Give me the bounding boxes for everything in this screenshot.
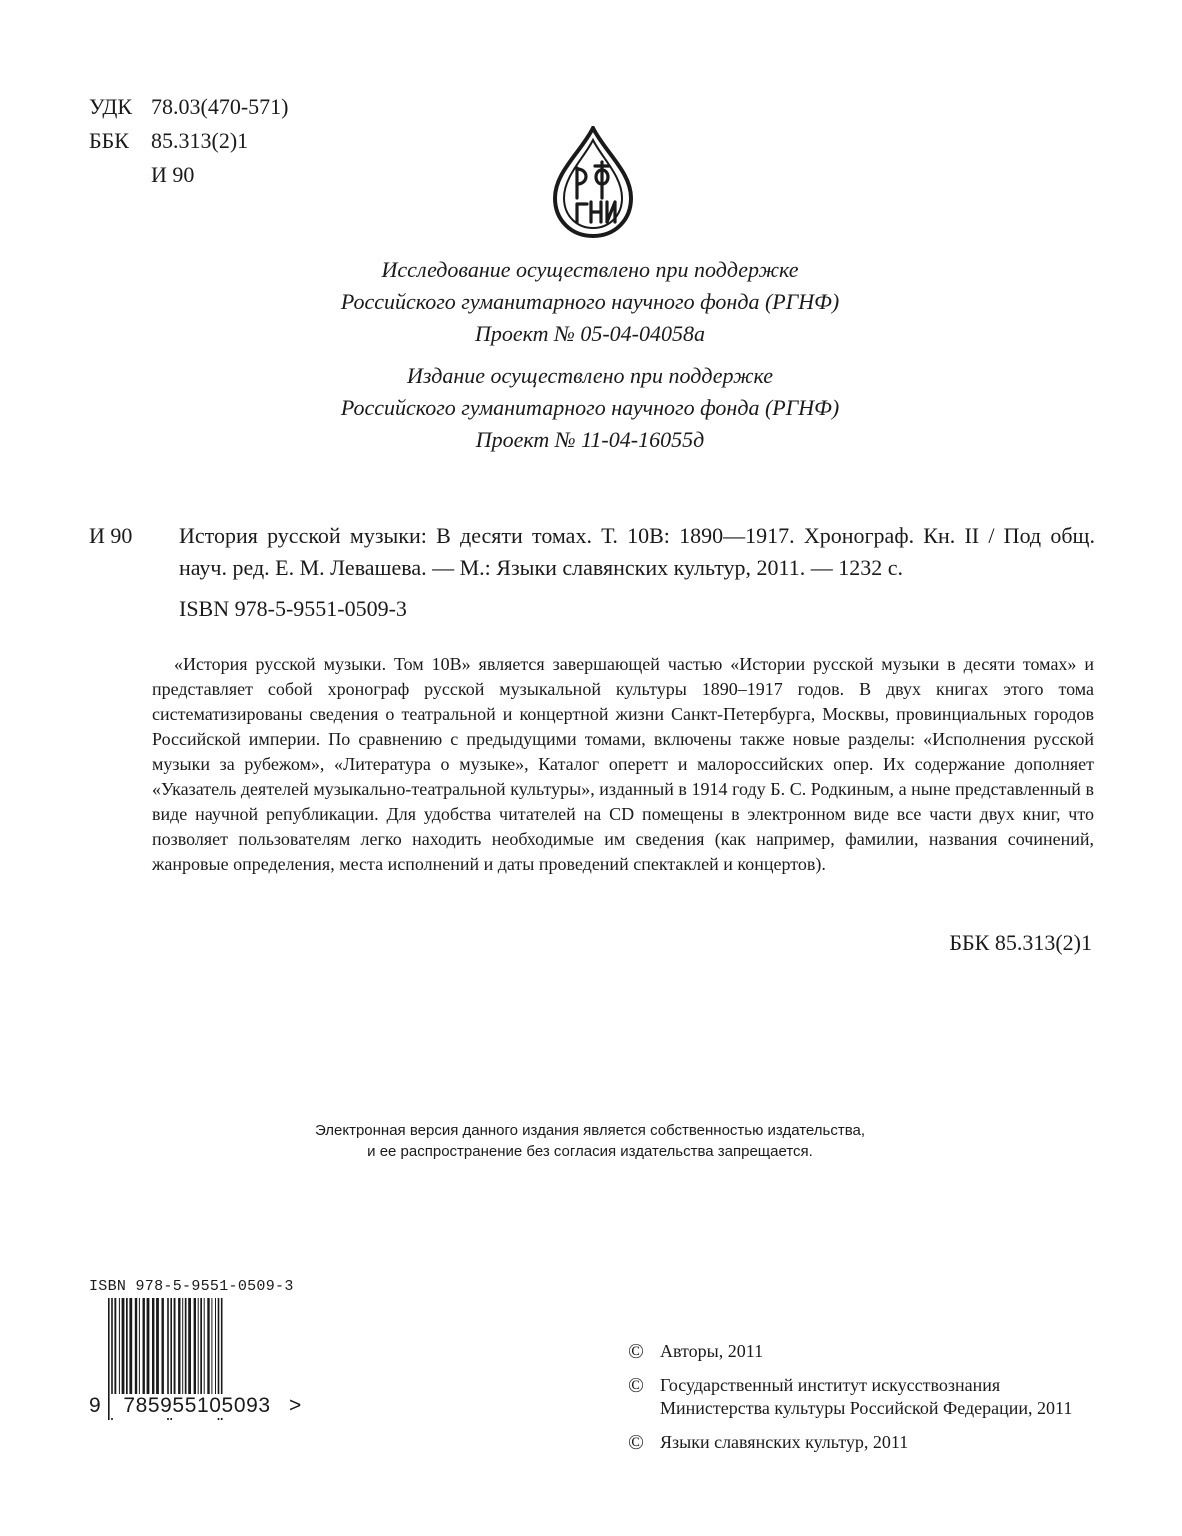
- barcode-bar: [143, 1298, 145, 1402]
- barcode-bar: [215, 1298, 216, 1402]
- barcode-bar: [178, 1298, 180, 1402]
- barcode-bar: [139, 1298, 140, 1402]
- support-project-number: Проект № 11-04-16055д: [475, 427, 705, 452]
- support-project-number: Проект № 05-04-04058а: [475, 321, 705, 346]
- copyright-holder: Государственный институт искусствознания: [660, 1375, 1001, 1395]
- bibliographic-record: [89, 520, 1095, 584]
- barcode-bar: [147, 1298, 150, 1402]
- biblio-description: История русской музыки: В десяти томах. Т. 10В: 1890—1917. Хронограф. Кн. II / Под общ. науч. ред. Е. М. Левашева. — М.: Языки славянских культур, 2011. — 1232 с.: [179, 523, 1095, 580]
- bbk-bottom: ББК 85.313(2)1: [949, 930, 1092, 955]
- barcode-bar: [188, 1298, 191, 1402]
- isbn-line: ISBN 978-5-9551-0509-3: [179, 596, 407, 621]
- barcode-end-mark: >: [289, 1394, 302, 1417]
- copyright-icon: ©: [628, 1339, 644, 1363]
- biblio-sign: И 90: [89, 523, 133, 548]
- barcode-bar: [200, 1298, 202, 1402]
- barcode-bar: [211, 1298, 212, 1402]
- udk-value: 78.03(470-571): [151, 94, 289, 119]
- barcode-digits: 785955105093: [110, 1394, 284, 1418]
- barcode-bar: [122, 1298, 125, 1402]
- copyright-holder-cont: Министерства культуры Российской Федерации, 2011: [660, 1398, 1073, 1418]
- author-sign: И 90: [151, 162, 195, 187]
- barcode-bar: [114, 1298, 116, 1402]
- classification-codes: [89, 90, 288, 192]
- support-line: Исследование осуществлено при поддержке: [381, 257, 799, 282]
- barcode-bar: [152, 1298, 154, 1402]
- barcode-bar: [174, 1298, 176, 1402]
- barcode-bar: [207, 1298, 209, 1402]
- author-sign-row: [89, 158, 288, 192]
- copyright-icon: ©: [628, 1373, 644, 1397]
- support-line: Издание осуществлено при поддержке: [407, 363, 773, 388]
- barcode-bar: [194, 1298, 196, 1402]
- copyright-item: [628, 1431, 1108, 1454]
- bbk-row: [89, 124, 288, 158]
- barcode-bar: [204, 1298, 205, 1402]
- bbk-label: ББК: [89, 128, 129, 153]
- barcode-isbn-text: ISBN 978-5-9551-0509-3: [89, 1278, 294, 1295]
- research-support-statement: [190, 254, 990, 350]
- barcode-bar: [182, 1298, 183, 1402]
- udk-row: [89, 90, 288, 124]
- support-line: Российского гуманитарного научного фонда (РГНФ): [340, 289, 840, 314]
- publication-support-statement: [190, 360, 990, 456]
- barcode-bar: [156, 1298, 159, 1402]
- barcode-bar: [129, 1298, 132, 1402]
- copyright-icon: ©: [628, 1430, 644, 1454]
- udk-label: УДК: [89, 94, 133, 119]
- barcode-bar: [162, 1298, 164, 1402]
- support-line: Российского гуманитарного научного фонда (РГНФ): [340, 395, 840, 420]
- copyright-item: [628, 1340, 1108, 1363]
- barcode-bar: [126, 1298, 128, 1402]
- notice-line: и ее распространение без согласия издательства запрещается.: [367, 1143, 813, 1160]
- rgnf-logo-icon: [551, 126, 635, 238]
- barcode-first-digit: 9: [89, 1394, 101, 1417]
- copyright-item: [628, 1374, 1108, 1420]
- barcode-bar: [185, 1298, 187, 1402]
- copyright-holder: Авторы, 2011: [660, 1341, 764, 1361]
- annotation-paragraph: «История русской музыки. Том 10В» является завершающей частью «Истории русской музыки в десяти томах» и представляет собой хронограф русской музыкальной культуры 1890–1917 годов. В двух книгах этого тома систематизированы сведения о театральной и концертной жизни Санкт-Петербурга, Москвы, провинциальных городов Российской империи. По сравнению с предыдущими томами, включены также новые разделы: «Исполнения русской музыки за рубежом», «Литература о музыке», Каталог оперетт и малороссийских опер. Их содержание дополняет «Указатель деятелей музыкально-театральной культуры», изданный в 1914 году Б. С. Родкиным, а ныне представленный в виде научной републикации. Для удобства читателей на CD помещены в электронном виде все части двух книг, что позволяет пользователям легко находить необходимые им сведения (как например, фамилии, названия сочинений, жанровые определения, места исполнений и даты проведений спектаклей и концертов).: [152, 654, 1094, 874]
- barcode-bar: [119, 1298, 120, 1402]
- barcode-bar: [135, 1298, 137, 1402]
- bbk-value: 85.313(2)1: [151, 128, 249, 153]
- electronic-version-notice: [200, 1120, 980, 1162]
- barcode-bar: [198, 1298, 199, 1402]
- copyright-block: [628, 1340, 1108, 1465]
- copyright-holder: Языки славянских культур, 2011: [660, 1432, 909, 1452]
- notice-line: Электронная версия данного издания является собственностью издательства,: [314, 1122, 866, 1139]
